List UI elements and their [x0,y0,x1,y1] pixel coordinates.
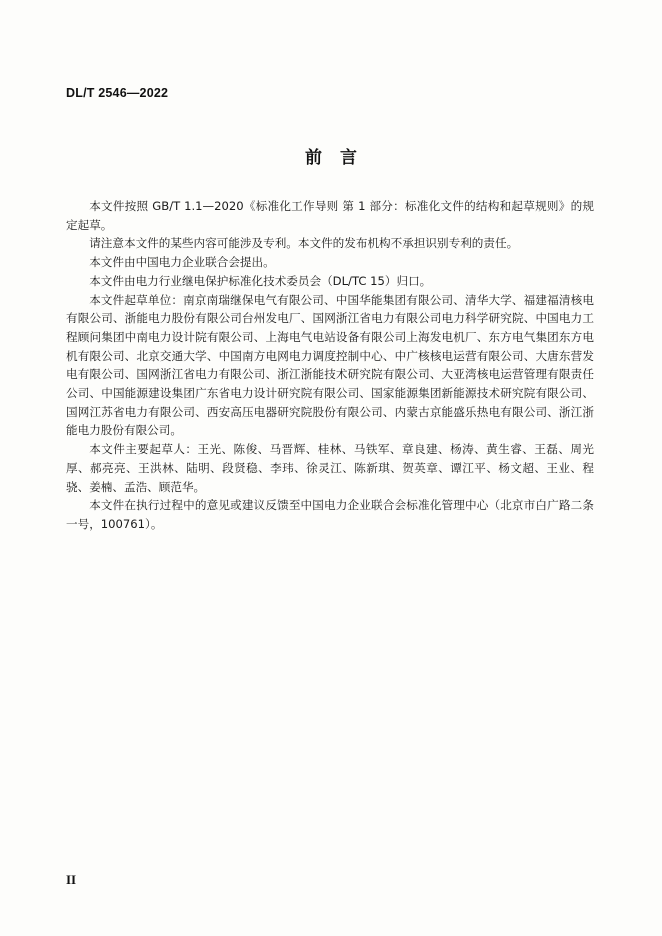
document-code: DL/T 2546—2022 [66,86,169,100]
paragraph-technical-committee: 本文件由电力行业继电保护标准化技术委员会（DL/TC 15）归口。 [89,273,432,288]
paragraph-drafters: 本文件主要起草人：王光、陈俊、马晋辉、桂林、马铁军、章良建、杨涛、黄生睿、王磊、周光厚、郝亮亮、王洪林、陆明、段贤稳、李玮、徐灵江、陈新琪、贺英章、谭江平、杨文超、王业、程骁、姜楠、孟浩、顾范华。 [66,442,594,494]
page-number: II [66,872,77,887]
paragraph-proposer: 本文件由中国电力企业联合会提出。 [89,255,275,270]
foreword-body [66,197,594,534]
paragraph-drafting-rules: 本文件按照 GB/T 1.1—2020《标准化工作导则 第 1 部分：标准化文件的结构和起草规则》的规定起草。 [66,199,594,232]
foreword-title: 前言 [305,148,375,168]
paragraph-drafting-organizations: 本文件起草单位：南京南瑞继保电气有限公司、中国华能集团有限公司、清华大学、福建福清核电有限公司、浙能电力股份有限公司台州发电厂、国网浙江省电力有限公司电力科学研究院、中国电力工程顾问集团中南电力设计院有限公司、上海电气电站设备有限公司上海发电机厂、东方电气集团东方电机有限公司、北京交通大学、中国南方电网电力调度控制中心、中广核核电运营有限公司、大唐东营发电有限公司、国网浙江省电力有限公司、浙江浙能技术研究院有限公司、大亚湾核电运营管理有限责任公司、中国能源建设集团广东省电力设计研究院有限公司、国家能源集团新能源技术研究院有限公司、国网江苏省电力有限公司、西安高压电器研究院股份有限公司、内蒙古京能盛乐热电有限公司、浙江浙能电力股份有限公司。 [66,292,594,438]
paragraph-patent-notice: 请注意本文件的某些内容可能涉及专利。本文件的发布机构不承担识别专利的责任。 [89,236,519,251]
paragraph-feedback: 本文件在执行过程中的意见或建议反馈至中国电力企业联合会标准化管理中心（北京市白广路二条一号，100761）。 [66,498,594,531]
